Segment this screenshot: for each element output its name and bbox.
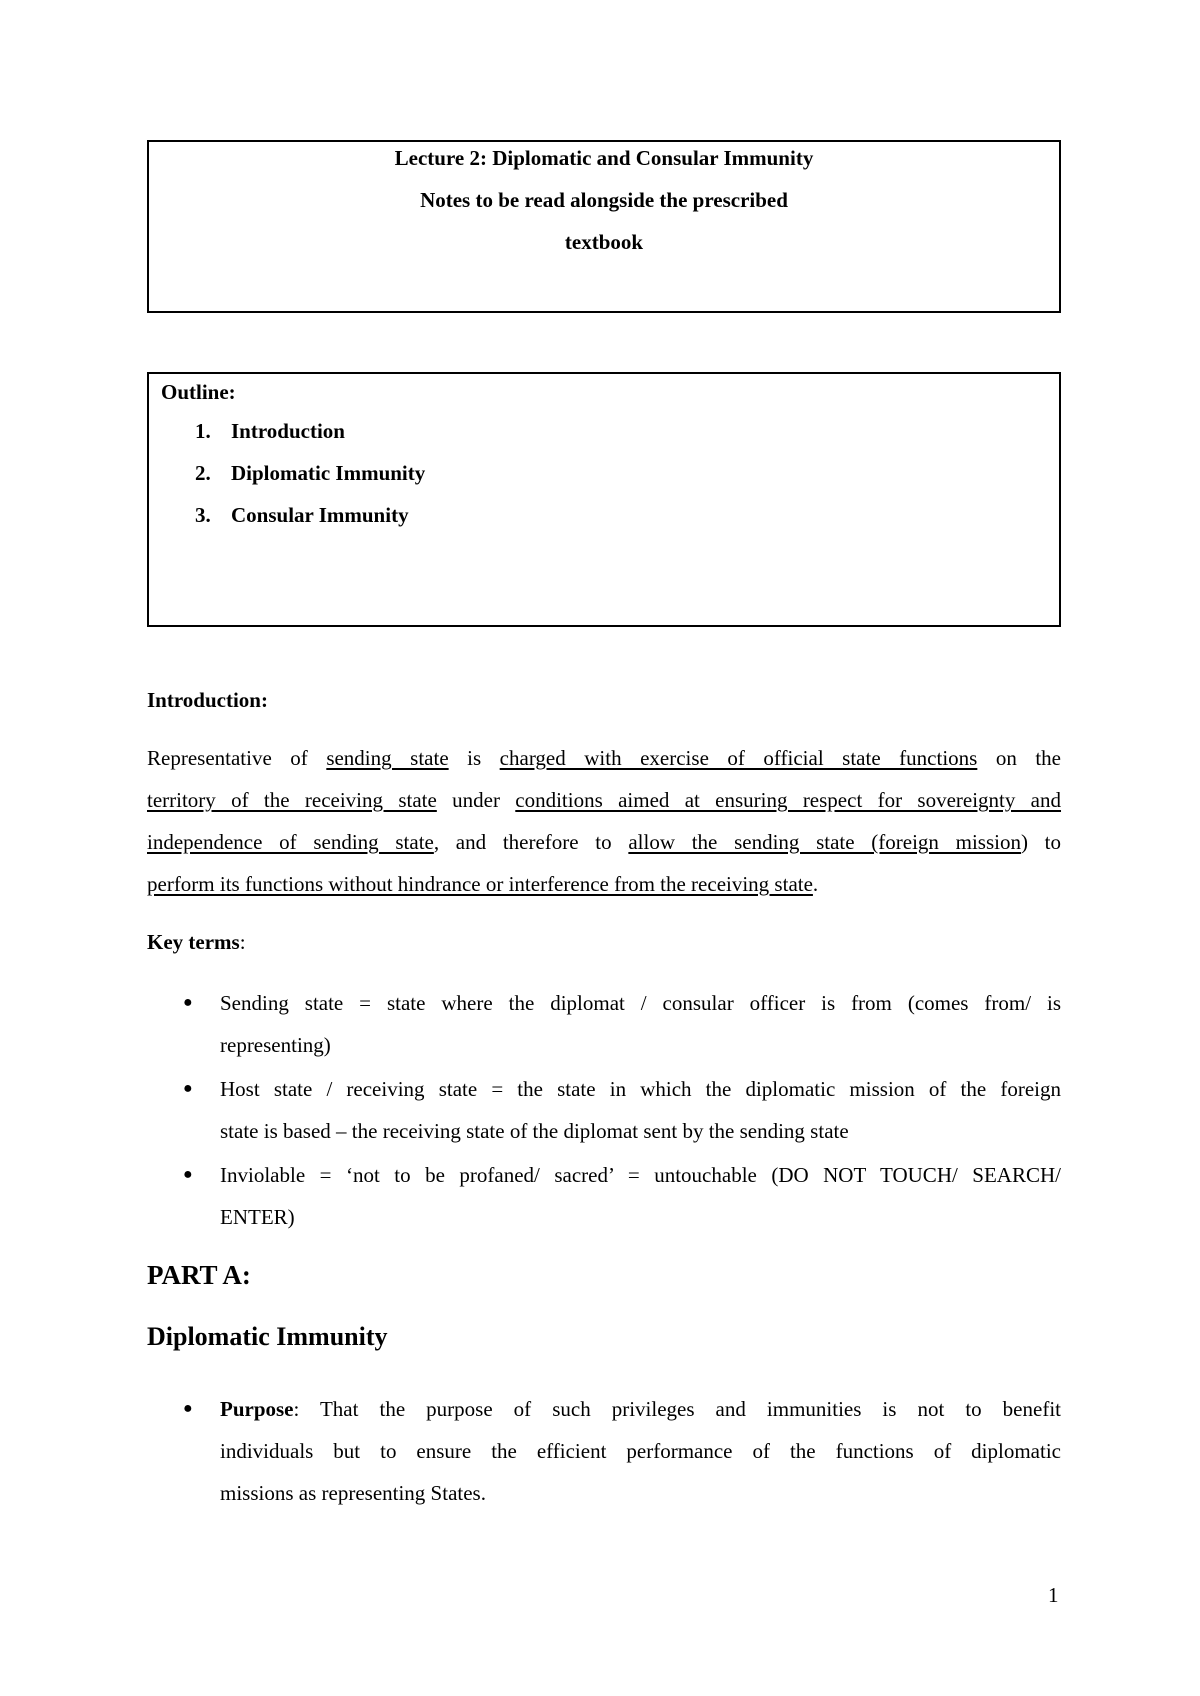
title-subline-1: Notes to be read alongside the prescribed [420, 188, 788, 212]
list-item [147, 1068, 1061, 1152]
list-item-line: state is based – the receiving state of the diplomat sent by the sending state [220, 1119, 849, 1143]
diplomatic-immunity-heading: Diplomatic Immunity [147, 1322, 388, 1351]
key-terms-colon: : [239, 930, 246, 954]
lecture-title: Lecture 2: Diplomatic and Consular Immunity [394, 146, 814, 170]
underlined-term: territory of the receiving state [147, 788, 437, 812]
outline-item-label: Introduction [231, 419, 345, 443]
paragraph-line [147, 737, 1061, 779]
key-terms-label: Key terms [147, 930, 240, 954]
list-item-line: missions as representing States. [220, 1481, 486, 1505]
underlined-term: allow the sending state (foreign mission [628, 830, 1021, 854]
outline-item [195, 503, 409, 528]
list-item [147, 982, 1061, 1066]
text-run: is [448, 746, 500, 770]
list-item-line: Host state / receiving state = the state in which the diplomatic mission of the foreign [220, 1077, 1061, 1101]
underlined-term: conditions aimed at ensuring respect for sovereignty and [515, 788, 1062, 812]
introduction-heading: Introduction: [147, 688, 268, 712]
bullet-icon: ● [183, 1080, 193, 1097]
text-run: under [436, 788, 516, 812]
bullet-icon: ● [183, 994, 193, 1011]
underlined-term: perform its functions without hindrance or interference from the receiving state [147, 872, 813, 896]
list-item [147, 1388, 1061, 1514]
list-item-line: ENTER) [220, 1205, 295, 1229]
list-item-line: Inviolable = ‘not to be profaned/ sacred’ = untouchable (DO NOT TOUCH/ SEARCH/ [220, 1163, 1061, 1187]
text-run: , and therefore to [433, 830, 629, 854]
key-terms-heading [147, 930, 246, 955]
underlined-term: independence of sending state [147, 830, 434, 854]
purpose-list [147, 1388, 1061, 1516]
outline-item-number: 3. [195, 503, 211, 527]
outline-box [147, 372, 1061, 627]
paragraph-line [147, 863, 1061, 905]
outline-item [195, 419, 345, 444]
text-run: . [812, 872, 819, 896]
title-box [147, 140, 1061, 313]
text-run: ) to [1020, 830, 1062, 854]
text-run: : That the purpose of such privileges and immunities is not to benefit [293, 1397, 1061, 1421]
outline-item-label: Diplomatic Immunity [231, 461, 426, 485]
list-item [147, 1154, 1061, 1238]
outline-item [195, 461, 425, 486]
outline-heading: Outline: [161, 380, 236, 404]
list-item-line: individuals but to ensure the efficient performance of the functions of diplomatic [220, 1439, 1061, 1463]
outline-item-number: 2. [195, 461, 211, 485]
key-terms-list [147, 982, 1061, 1240]
list-item-line: Sending state = state where the diplomat / consular officer is from (comes from/ is [220, 991, 1061, 1015]
underlined-term: sending state [326, 746, 449, 770]
purpose-label: Purpose [220, 1397, 294, 1421]
paragraph-line [147, 821, 1061, 863]
paragraph-line [147, 779, 1061, 821]
title-subline-2: textbook [564, 230, 644, 254]
bullet-icon: ● [183, 1400, 193, 1417]
page-number: 1 [1048, 1583, 1059, 1607]
introduction-paragraph [147, 737, 1061, 905]
text-run: Representative of [147, 746, 327, 770]
underlined-term: charged with exercise of official state functions [499, 746, 978, 770]
list-item-line: representing) [220, 1033, 331, 1057]
list-item-line [220, 1388, 1061, 1430]
bullet-icon: ● [183, 1166, 193, 1183]
text-run: on the [977, 746, 1062, 770]
outline-item-number: 1. [195, 419, 211, 443]
outline-item-label: Consular Immunity [231, 503, 409, 527]
part-a-heading: PART A: [147, 1260, 251, 1290]
